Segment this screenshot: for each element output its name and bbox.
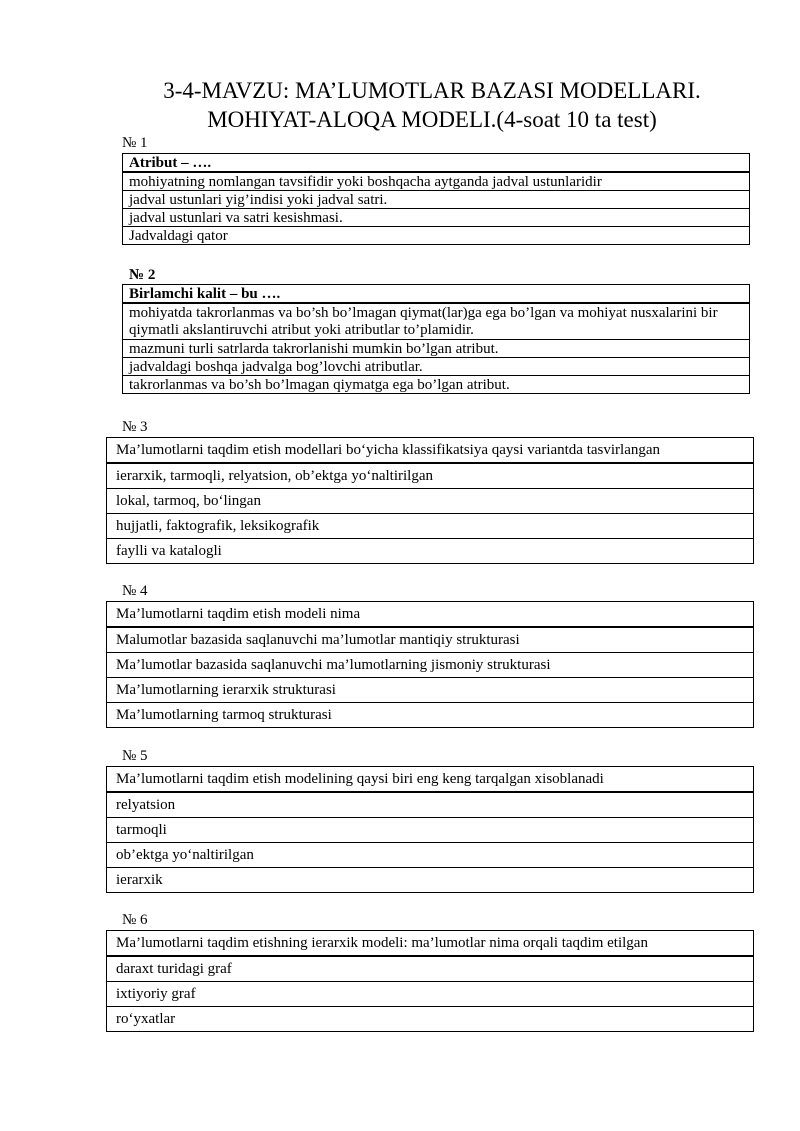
question-table	[106, 601, 754, 728]
question-table	[106, 766, 754, 893]
answer-option: jadval ustunlari yig’indisi yoki jadval satri.	[123, 191, 750, 209]
answer-option: tarmoqli	[107, 818, 754, 843]
question-text: Ma’lumotlarni taqdim etish modellari bo‘yicha klassifikatsiya qaysi variantda tasvirlangan	[107, 438, 754, 464]
answer-option: faylli va katalogli	[107, 539, 754, 564]
answer-option: takrorlanmas va bo’sh bo’lmagan qiymatga ega bo’lgan atribut.	[123, 376, 750, 394]
answer-option: Ma’lumotlarning tarmoq strukturasi	[107, 703, 754, 728]
question-text: Ma’lumotlarni taqdim etish modelining qaysi biri eng keng tarqalgan xisoblanadi	[107, 767, 754, 793]
question-number: № 4	[122, 583, 148, 599]
answer-option: jadvaldagi boshqa jadvalga bog’lovchi atributlar.	[123, 358, 750, 376]
title-line-2: MOHIYAT-ALOQA MODELI.(4-soat 10 ta test)	[207, 107, 657, 132]
answer-option: mohiyatning nomlangan tavsifidir yoki boshqacha aytganda jadval ustunlaridir	[123, 172, 750, 191]
question-number: № 2	[129, 267, 156, 283]
answer-option: ierarxik	[107, 868, 754, 893]
answer-option: Malumotlar bazasida saqlanuvchi ma’lumotlar mantiqiy strukturasi	[107, 627, 754, 653]
page-title	[0, 76, 800, 134]
question-table	[122, 153, 750, 245]
title-line-1: 3-4-MAVZU: MA’LUMOTLAR BAZASI MODELLARI.	[163, 78, 701, 103]
answer-option: ixtiyoriy graf	[107, 982, 754, 1007]
answer-option: mazmuni turli satrlarda takrorlanishi mumkin bo’lgan atribut.	[123, 340, 750, 358]
answer-option: Jadvaldagi qator	[123, 227, 750, 245]
question-number: № 3	[122, 419, 148, 435]
answer-option: jadval ustunlari va satri kesishmasi.	[123, 209, 750, 227]
question-table	[106, 930, 754, 1032]
answer-option: Ma’lumotlar bazasida saqlanuvchi ma’lumotlarning jismoniy strukturasi	[107, 653, 754, 678]
answer-option: Ma’lumotlarning ierarxik strukturasi	[107, 678, 754, 703]
question-number: № 6	[122, 912, 148, 928]
question-text: Ma’lumotlarni taqdim etish modeli nima	[107, 602, 754, 628]
question-number: № 5	[122, 748, 148, 764]
question-text: Birlamchi kalit – bu ….	[123, 285, 750, 304]
question-text: Atribut – ….	[123, 154, 750, 173]
question-table	[122, 284, 750, 394]
answer-option: lokal, tarmoq, bo‘lingan	[107, 489, 754, 514]
answer-option: hujjatli, faktografik, leksikografik	[107, 514, 754, 539]
answer-option: ro‘yxatlar	[107, 1007, 754, 1032]
question-table	[106, 437, 754, 564]
answer-option: relyatsion	[107, 792, 754, 818]
question-number: № 1	[122, 135, 148, 151]
answer-option: ob’ektga yo‘naltirilgan	[107, 843, 754, 868]
answer-option: ierarxik, tarmoqli, relyatsion, ob’ektga yo‘naltirilgan	[107, 463, 754, 489]
answer-option: mohiyatda takrorlanmas va bo’sh bo’lmagan qiymat(lar)ga ega bo’lgan va mohiyat nusxalarini bir qiymatli akslantiruvchi atribut yoki atributlar to’plamidir.	[123, 303, 750, 340]
question-text: Ma’lumotlarni taqdim etishning ierarxik modeli: ma’lumotlar nima orqali taqdim etilgan	[107, 931, 754, 957]
answer-option: daraxt turidagi graf	[107, 956, 754, 982]
